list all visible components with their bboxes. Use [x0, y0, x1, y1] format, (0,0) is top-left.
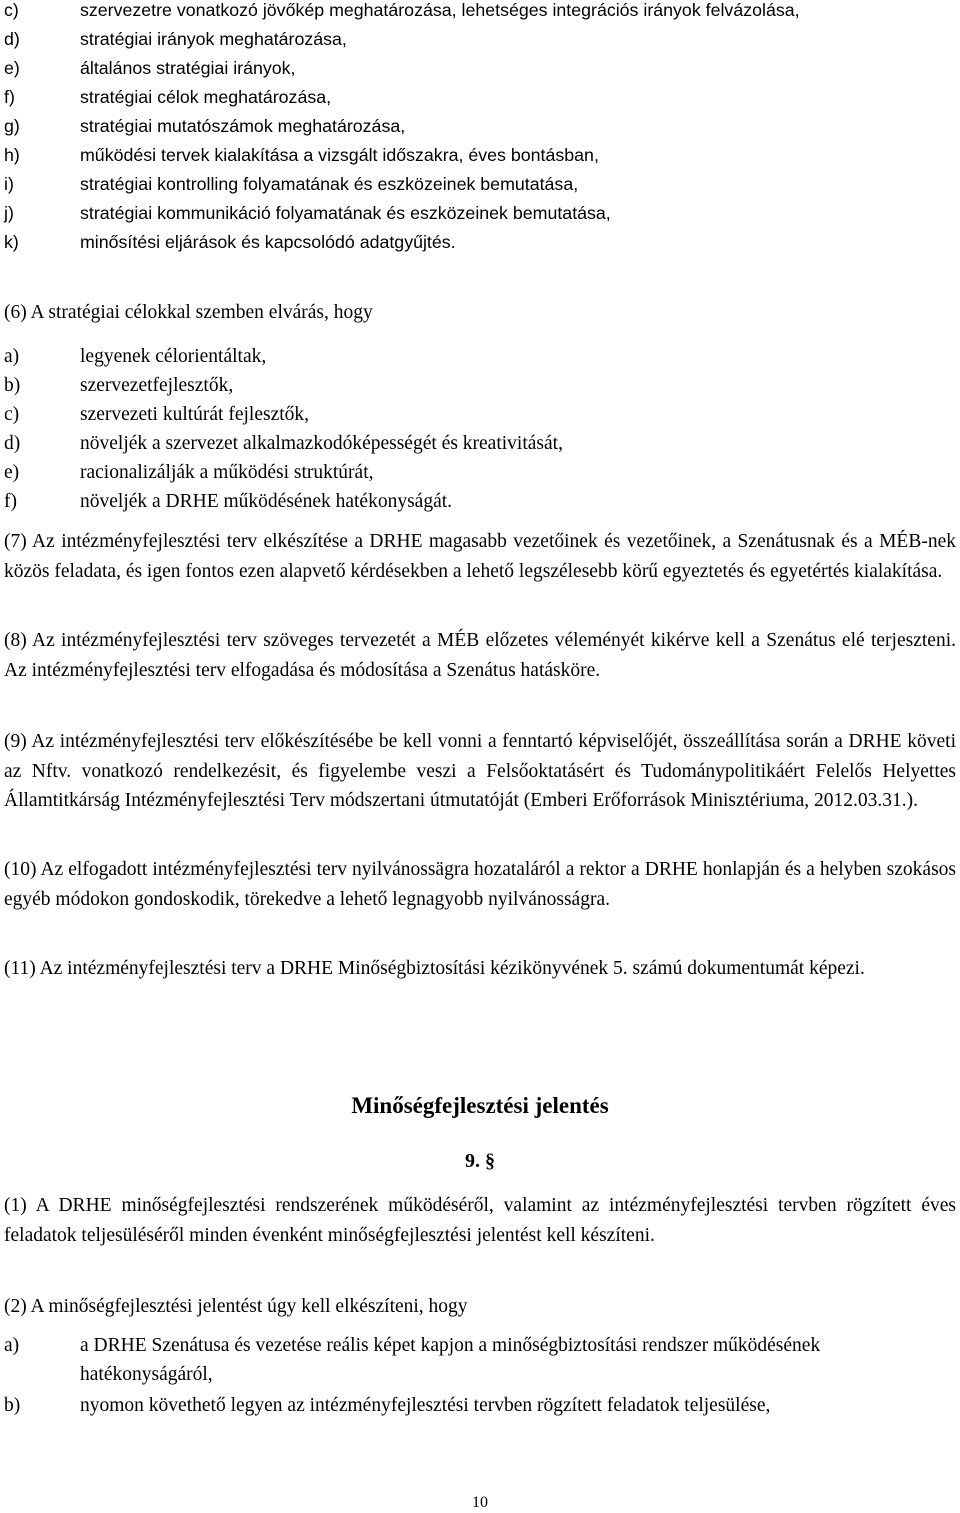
list-item-text: stratégiai mutatószámok meghatározása,: [80, 116, 406, 136]
list-marker: e): [4, 462, 20, 483]
paragraph-9: (9) Az intézményfejlesztési terv előkészítésébe be kell vonni a fenntartó képviselőjét, összeállítása során a DRHE követi az Nftv. vonatkozó rendelkezésit, és figyelembe veszi a Felsőoktatásért és Tudománypolitikáért Felelős Helyettes Államtitkárság Intézményfejlesztési Terv módszertani útmutatóját (Emberi Erőforrások Minisztériuma, 2012.03.31.).: [4, 731, 956, 811]
list-marker: d): [4, 433, 21, 454]
list-item: [4, 112, 874, 141]
list-marker: b): [4, 375, 21, 396]
list-item: [4, 487, 904, 516]
list-item: [4, 429, 904, 458]
list-item-text: szervezetfejlesztők,: [80, 375, 234, 396]
list-item-text: stratégiai kontrolling folyamatának és eszközeinek bemutatása,: [80, 174, 579, 194]
list-marker: c): [4, 404, 20, 425]
strategic-goals-list: [4, 342, 904, 516]
list-marker: d): [4, 29, 20, 49]
paragraph-8: (8) Az intézményfejlesztési terv szöveges tervezetét a MÉB előzetes véleményét kikérve kell a Szenátus elé terjeszteni. Az intézményfejlesztési terv elfogadása és módosítása a Szenátus hatásköre.: [4, 630, 956, 681]
list-marker: a): [4, 346, 20, 367]
list-item-text: stratégiai kommunikáció folyamatának és eszközeinek bemutatása,: [80, 203, 611, 223]
list-marker: k): [4, 232, 19, 252]
list-marker: c): [4, 0, 19, 20]
list-item: [4, 141, 874, 170]
list-item: [4, 25, 874, 54]
list-marker: h): [4, 145, 20, 165]
list-item: [4, 83, 874, 112]
list-item: [4, 458, 904, 487]
section-9-paragraph-1: (1) A DRHE minőségfejlesztési rendszerének működéséről, valamint az intézményfejlesztési tervben rögzített éves feladatok teljesüléséről minden évenként minőségfejlesztési jelentést kell készíteni.: [4, 1195, 956, 1246]
list-marker: g): [4, 116, 20, 136]
list-marker: f): [4, 87, 15, 107]
list-item: [4, 228, 874, 257]
list-item-text: nyomon követhető legyen az intézményfejlesztési tervben rögzített feladatok teljesülése,: [80, 1395, 771, 1416]
paragraph-10: (10) Az elfogadott intézményfejlesztési terv nyilvánossägra hozataláról a rektor a DRHE honlapján és a helyben szokásos egyéb módokon gondoskodik, törekedve a lehető legnagyobb nyilvánosságra.: [4, 859, 956, 910]
list-item-text: szervezeti kultúrát fejlesztők,: [80, 404, 310, 425]
list-item-text: működési tervek kialakítása a vizsgált időszakra, éves bontásban,: [80, 145, 599, 165]
list-marker: e): [4, 58, 20, 78]
list-item: [4, 371, 904, 400]
list-item-text: általános stratégiai irányok,: [80, 58, 296, 78]
section-9-paragraph-2-lead: (2) A minőségfejlesztési jelentést úgy kell elkészíteni, hogy: [4, 1296, 468, 1317]
page-number: 10: [472, 1494, 488, 1511]
list-marker: a): [4, 1335, 20, 1356]
list-item: [4, 1331, 874, 1389]
list-item-text: növeljék a szervezet alkalmazkodóképességét és kreativitását,: [80, 433, 563, 454]
section-heading: Minőségfejlesztési jelentés: [351, 1093, 609, 1118]
list-item-text: növeljék a DRHE működésének hatékonyságát.: [80, 491, 453, 512]
list-marker: j): [4, 203, 14, 223]
list-item: [4, 0, 874, 25]
list-item: [4, 170, 874, 199]
list-item: [4, 400, 904, 429]
list-marker: i): [4, 174, 14, 194]
list-item-text: racionalizálják a működési struktúrát,: [80, 462, 374, 483]
strategy-content-list: [4, 0, 874, 257]
paragraph-11: (11) Az intézményfejlesztési terv a DRHE Minőségbiztosítási kézikönyvének 5. számú dokumentumát képezi.: [4, 958, 865, 979]
list-marker: b): [4, 1395, 21, 1416]
list-item: [4, 199, 874, 228]
list-item-text: legyenek célorientáltak,: [80, 346, 267, 367]
list-item-text: a DRHE Szenátusa és vezetése reális képet kapjon a minőségbiztosítási rendszer működésének hatékonyságáról,: [80, 1335, 821, 1385]
list-item-text: stratégiai célok meghatározása,: [80, 87, 332, 107]
list-marker: f): [4, 491, 17, 512]
paragraph-6-lead: (6) A stratégiai célokkal szemben elvárás, hogy: [4, 302, 373, 323]
section-number: 9. §: [465, 1150, 495, 1172]
list-item: [4, 1391, 874, 1420]
paragraph-7: (7) Az intézményfejlesztési terv elkészítése a DRHE magasabb vezetőinek és vezetőinek, a Szenátusnak és a MÉB-nek közös feladata, és igen fontos ezen alapvető kérdésekben a lehető legszélesebb körű egyeztetés és egyetértés kialakítása.: [4, 531, 956, 582]
list-item: [4, 342, 904, 371]
list-item-text: stratégiai irányok meghatározása,: [80, 29, 347, 49]
list-item-text: minősítési eljárások és kapcsolódó adatgyűjtés.: [80, 232, 456, 252]
list-item: [4, 54, 874, 83]
quality-report-goals-list: [4, 1331, 874, 1420]
list-item-text: szervezetre vonatkozó jövőkép meghatározása, lehetséges integrációs irányok felvázolása,: [80, 0, 800, 20]
